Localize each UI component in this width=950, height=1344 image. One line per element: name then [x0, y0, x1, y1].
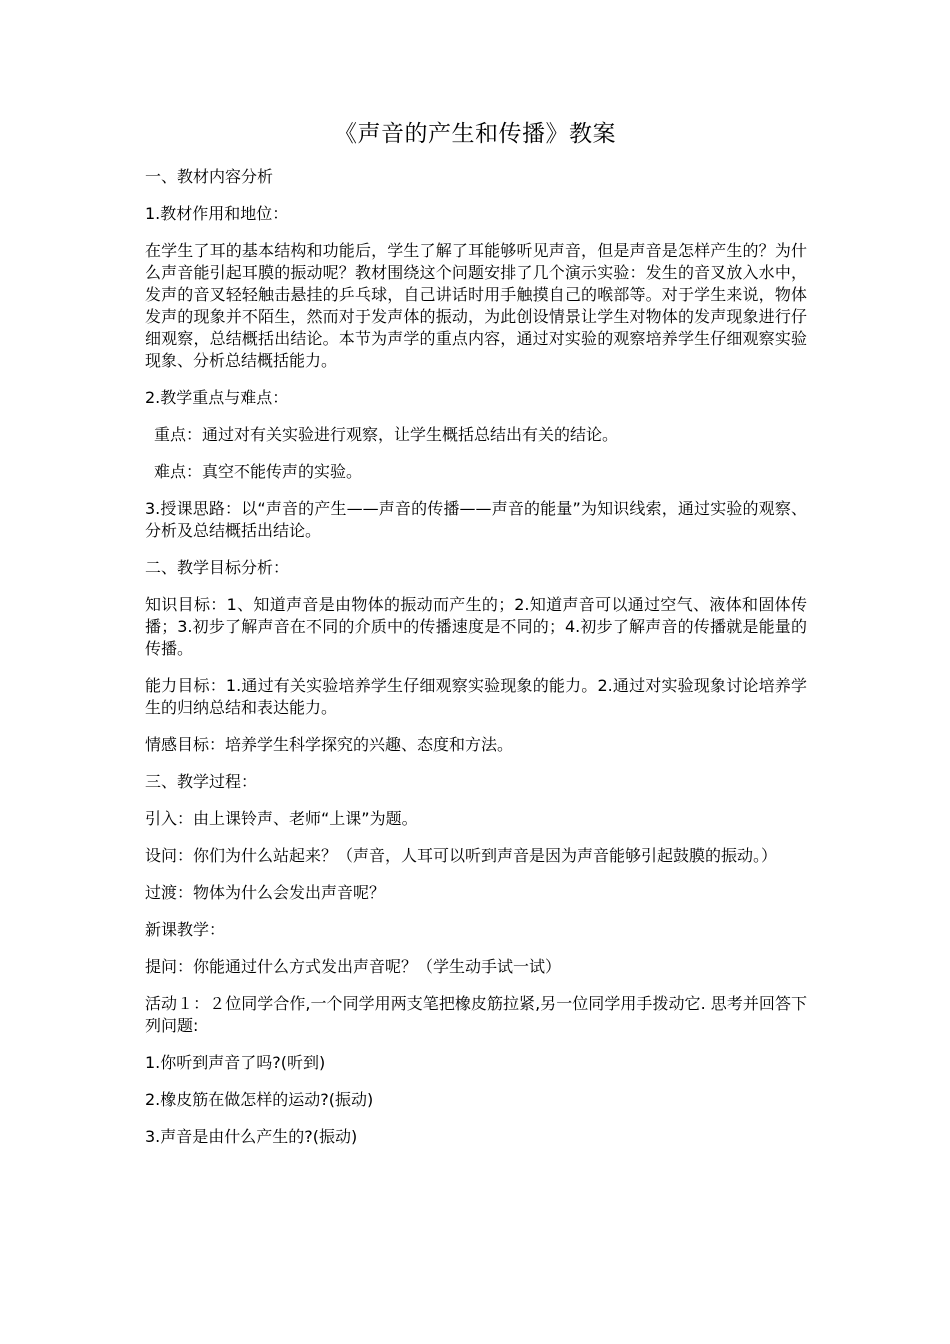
- body-paragraph: 过渡：物体为什么会发出声音呢？: [145, 883, 386, 902]
- body-paragraph: 引入：由上课铃声、老师“上课”为题。: [145, 809, 418, 828]
- body-paragraph: 知识目标：1、知道声音是由物体的振动而产生的；2.知道声音可以通过空气、液体和固体传播；3.初步了解声音在不同的介质中的传播速度是不同的；4.初步了解声音的传播就是能量的传播。: [145, 595, 807, 658]
- subsection-heading: 1.教材作用和地位：: [145, 204, 289, 223]
- body-paragraph: 新课教学：: [145, 920, 226, 939]
- body-paragraph: 3.授课思路：以“声音的产生——声音的传播——声音的能量”为知识线索，通过实验的观察、分析及总结概括出结论。: [145, 499, 807, 540]
- question-item: 2.橡皮筋在做怎样的运动?(振动): [145, 1090, 374, 1109]
- question-item: 3.声音是由什么产生的?(振动): [145, 1127, 358, 1146]
- document-title: 《声音的产生和传播》教案: [334, 121, 616, 147]
- subsection-heading: 2.教学重点与难点：: [145, 388, 289, 407]
- body-paragraph: 情感目标：培养学生科学探究的兴趣、态度和方法。: [145, 735, 514, 754]
- body-paragraph: 活动１：２位同学合作,一个同学用两支笔把橡皮筋拉紧,另一位同学用手拨动它. 思考并回答下列问题:: [145, 994, 807, 1035]
- section-heading: 三、教学过程：: [145, 772, 258, 791]
- section-heading: 二、教学目标分析：: [145, 558, 290, 577]
- difficulty-paragraph: 难点：真空不能传声的实验。: [154, 462, 363, 481]
- question-item: 1.你听到声音了吗?(听到): [145, 1053, 326, 1072]
- key-point-paragraph: 重点：通过对有关实验进行观察，让学生概括总结出有关的结论。: [154, 425, 619, 444]
- body-paragraph: 在学生了耳的基本结构和功能后，学生了解了耳能够听见声音，但是声音是怎样产生的？为什么声音能引起耳膜的振动呢？教材围绕这个问题安排了几个演示实验：发生的音叉放入水中，发声的音叉轻轻触击悬挂的乒乓球，自己讲话时用手触摸自己的喉部等。对于学生来说，物体发声的现象并不陌生，然而对于发声体的振动，为此创设情景让学生对物体的发声现象进行仔细观察，总结概括出结论。本节为声学的重点内容，通过对实验的观察培养学生仔细观察实验现象、分析总结概括能力。: [145, 241, 807, 370]
- body-paragraph: 能力目标：1.通过有关实验培养学生仔细观察实验现象的能力。2.通过对实验现象讨论培养学生的归纳总结和表达能力。: [145, 676, 807, 717]
- section-heading: 一、教材内容分析: [145, 167, 274, 186]
- document-body: [145, 166, 807, 1163]
- body-paragraph: 设问：你们为什么站起来？（声音，人耳可以听到声音是因为声音能够引起鼓膜的振动。）: [145, 846, 778, 865]
- body-paragraph: 提问：你能通过什么方式发出声音呢？（学生动手试一试）: [145, 957, 562, 976]
